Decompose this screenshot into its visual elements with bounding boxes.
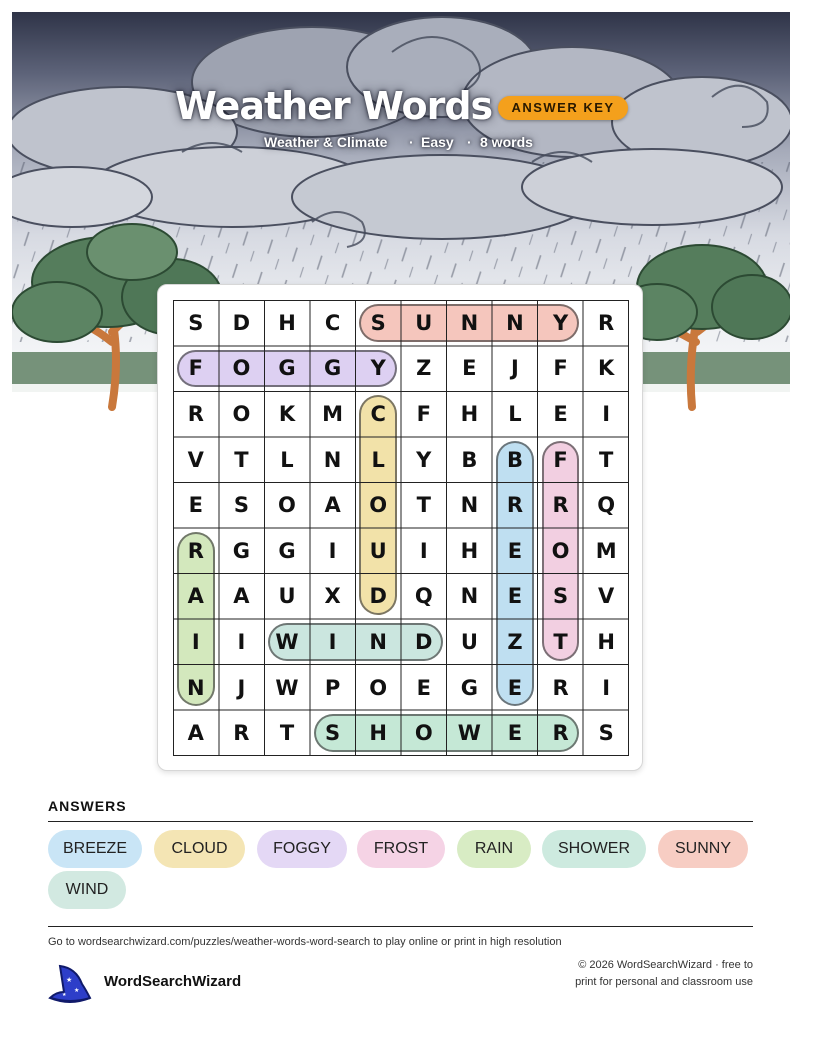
grid-cell[interactable]: E — [507, 584, 523, 609]
grid-cell[interactable]: G — [278, 538, 296, 563]
meta-separator: · — [409, 134, 414, 150]
grid-cell[interactable]: E — [507, 538, 523, 563]
answer-pill-wind: WIND — [48, 871, 126, 909]
grid-cell[interactable]: H — [460, 401, 479, 426]
grid-cell[interactable]: U — [460, 629, 478, 654]
grid-cell[interactable]: G — [232, 538, 251, 563]
footer-link-text[interactable]: Go to wordsearchwizard.com/puzzles/weather-words-word-search to play online or print in high resolution — [48, 936, 562, 948]
grid-cell[interactable]: M — [322, 401, 344, 426]
grid-cell[interactable]: B — [461, 447, 478, 472]
word-count-label: 8 words — [480, 134, 533, 150]
answer-pill-rain: RAIN — [457, 830, 531, 868]
grid-cell[interactable]: E — [416, 675, 431, 700]
grid-cell[interactable]: P — [324, 675, 341, 700]
grid-cell[interactable]: I — [328, 538, 337, 563]
wizard-hat-icon — [46, 962, 94, 1006]
grid-cell[interactable]: N — [506, 310, 524, 335]
grid-cell[interactable]: G — [278, 356, 296, 381]
grid-cell[interactable]: F — [553, 356, 568, 381]
grid-cell[interactable]: H — [278, 310, 296, 335]
letter-cells — [173, 300, 629, 756]
copyright-text: © 2026 WordSearchWizard · free to print for personal and classroom use — [575, 959, 753, 988]
answer-pill-breeze: BREEZE — [48, 830, 142, 868]
grid-cell[interactable]: Y — [370, 356, 386, 381]
grid-cell[interactable]: J — [511, 356, 519, 381]
grid-cell[interactable]: O — [232, 356, 251, 381]
grid-cell[interactable]: O — [414, 721, 433, 746]
svg-text:★: ★ — [74, 987, 80, 994]
puzzle-grid — [173, 300, 629, 756]
svg-text:★: ★ — [66, 976, 73, 984]
grid-cell[interactable]: W — [457, 721, 481, 746]
grid-cell[interactable]: K — [278, 401, 296, 426]
grid-cell[interactable]: U — [415, 310, 433, 335]
grid-cell[interactable]: T — [598, 447, 614, 472]
grid-cell[interactable]: S — [370, 310, 386, 335]
grid-cell[interactable]: R — [187, 538, 204, 563]
answer-pill-sunny: SUNNY — [658, 830, 748, 868]
page-title: Weather Words — [175, 84, 493, 128]
grid-cell[interactable]: N — [323, 447, 342, 472]
grid-cell[interactable]: R — [187, 401, 204, 426]
grid-cell[interactable]: C — [324, 310, 341, 335]
grid-cell[interactable]: B — [506, 447, 523, 472]
grid-cell[interactable]: N — [187, 675, 205, 700]
grid-cell[interactable]: D — [369, 584, 387, 609]
grid-cell[interactable]: T — [279, 721, 295, 746]
grid-cell[interactable]: R — [552, 721, 569, 746]
grid-cell[interactable]: W — [275, 629, 299, 654]
grid-cell[interactable]: D — [415, 629, 433, 654]
grid-cell[interactable]: O — [278, 493, 296, 518]
grid-cell[interactable]: O — [369, 493, 388, 518]
grid-cell[interactable]: S — [188, 310, 204, 335]
grid-cell[interactable]: I — [328, 629, 337, 654]
grid-cell[interactable]: I — [191, 629, 200, 654]
grid-cell[interactable]: F — [188, 356, 203, 381]
grid-cell[interactable]: A — [324, 493, 341, 518]
grid-cell[interactable]: T — [553, 629, 568, 654]
grid-cell[interactable]: U — [369, 538, 387, 563]
grid-cell[interactable]: U — [278, 584, 296, 609]
grid-cell[interactable]: L — [371, 447, 385, 472]
grid-cell[interactable]: Y — [552, 310, 569, 335]
grid-cell[interactable]: Q — [597, 493, 616, 518]
grid-cell[interactable]: O — [232, 401, 251, 426]
grid-cell[interactable]: H — [369, 721, 387, 746]
grid-cell[interactable]: I — [419, 538, 428, 563]
difficulty-label: Easy — [421, 134, 454, 150]
grid-cell[interactable]: A — [187, 584, 204, 609]
grid-cell[interactable]: G — [323, 356, 342, 381]
answer-pill-foggy: FOGGY — [257, 830, 347, 868]
grid-cell[interactable]: K — [598, 356, 615, 381]
grid-cell[interactable]: E — [507, 721, 523, 746]
grid-cell[interactable]: H — [460, 538, 479, 563]
grid-cell[interactable]: X — [324, 584, 341, 609]
grid-cell[interactable]: V — [187, 447, 204, 472]
puzzle-meta — [12, 134, 790, 154]
grid-cell[interactable]: L — [508, 401, 522, 426]
grid-cell[interactable]: T — [416, 493, 431, 518]
grid-cell[interactable]: C — [370, 401, 386, 426]
grid-cell[interactable]: G — [460, 675, 478, 700]
svg-text:★: ★ — [62, 992, 67, 998]
answer-pill-shower: SHOWER — [542, 830, 646, 868]
answers-heading: ANSWERS — [48, 798, 127, 814]
grid-cell[interactable]: E — [188, 493, 203, 518]
grid-cell[interactable]: F — [553, 447, 568, 472]
grid-cell[interactable]: S — [598, 721, 614, 746]
grid-cell[interactable]: S — [233, 493, 249, 518]
grid-cell[interactable]: R — [552, 493, 569, 518]
puzzle-grid-card — [157, 284, 643, 771]
grid-cell[interactable]: I — [602, 675, 611, 700]
grid-cell[interactable]: E — [462, 356, 477, 381]
grid-cell[interactable]: V — [598, 584, 615, 609]
grid-cell[interactable]: F — [416, 401, 431, 426]
divider — [48, 821, 753, 822]
grid-cell[interactable]: Y — [416, 447, 432, 472]
grid-cell[interactable]: N — [369, 629, 387, 654]
grid-cell[interactable]: E — [507, 675, 523, 700]
grid-cell[interactable]: Z — [416, 356, 432, 381]
grid-cell[interactable]: I — [237, 629, 246, 654]
grid-cell[interactable]: D — [232, 310, 251, 335]
grid-cell[interactable]: E — [553, 401, 568, 426]
answer-pill-frost: FROST — [357, 830, 445, 868]
grid-cell[interactable]: Z — [507, 629, 523, 654]
grid-cell[interactable]: L — [280, 447, 294, 472]
answer-pill-cloud: CLOUD — [154, 830, 245, 868]
grid-cell[interactable]: A — [233, 584, 250, 609]
category-label: Weather & Climate — [264, 134, 388, 150]
grid-cell[interactable]: S — [325, 721, 341, 746]
grid-cell[interactable]: N — [460, 493, 479, 518]
grid-cell[interactable]: R — [598, 310, 615, 335]
grid-cell[interactable]: R — [506, 493, 524, 518]
grid-cell[interactable]: N — [460, 310, 479, 335]
divider — [48, 926, 753, 927]
grid-cell[interactable]: S — [552, 584, 569, 609]
grid-cell[interactable]: R — [552, 675, 569, 700]
meta-separator: · — [467, 134, 472, 150]
grid-cell[interactable]: J — [237, 675, 246, 700]
grid-cell[interactable]: R — [233, 721, 250, 746]
grid-cell[interactable]: W — [275, 675, 299, 700]
grid-cell[interactable]: I — [602, 401, 611, 426]
brand-name[interactable]: WordSearchWizard — [104, 973, 242, 990]
grid-cell[interactable]: A — [187, 721, 204, 746]
grid-cell[interactable]: N — [460, 584, 479, 609]
answer-key-badge: ANSWER KEY — [498, 96, 628, 120]
grid-cell[interactable]: O — [551, 538, 570, 563]
grid-cell[interactable]: H — [597, 629, 615, 654]
grid-cell[interactable]: M — [595, 538, 617, 563]
grid-cell[interactable]: O — [369, 675, 388, 700]
grid-cell[interactable]: Q — [414, 584, 433, 609]
grid-cell[interactable]: T — [234, 447, 249, 472]
